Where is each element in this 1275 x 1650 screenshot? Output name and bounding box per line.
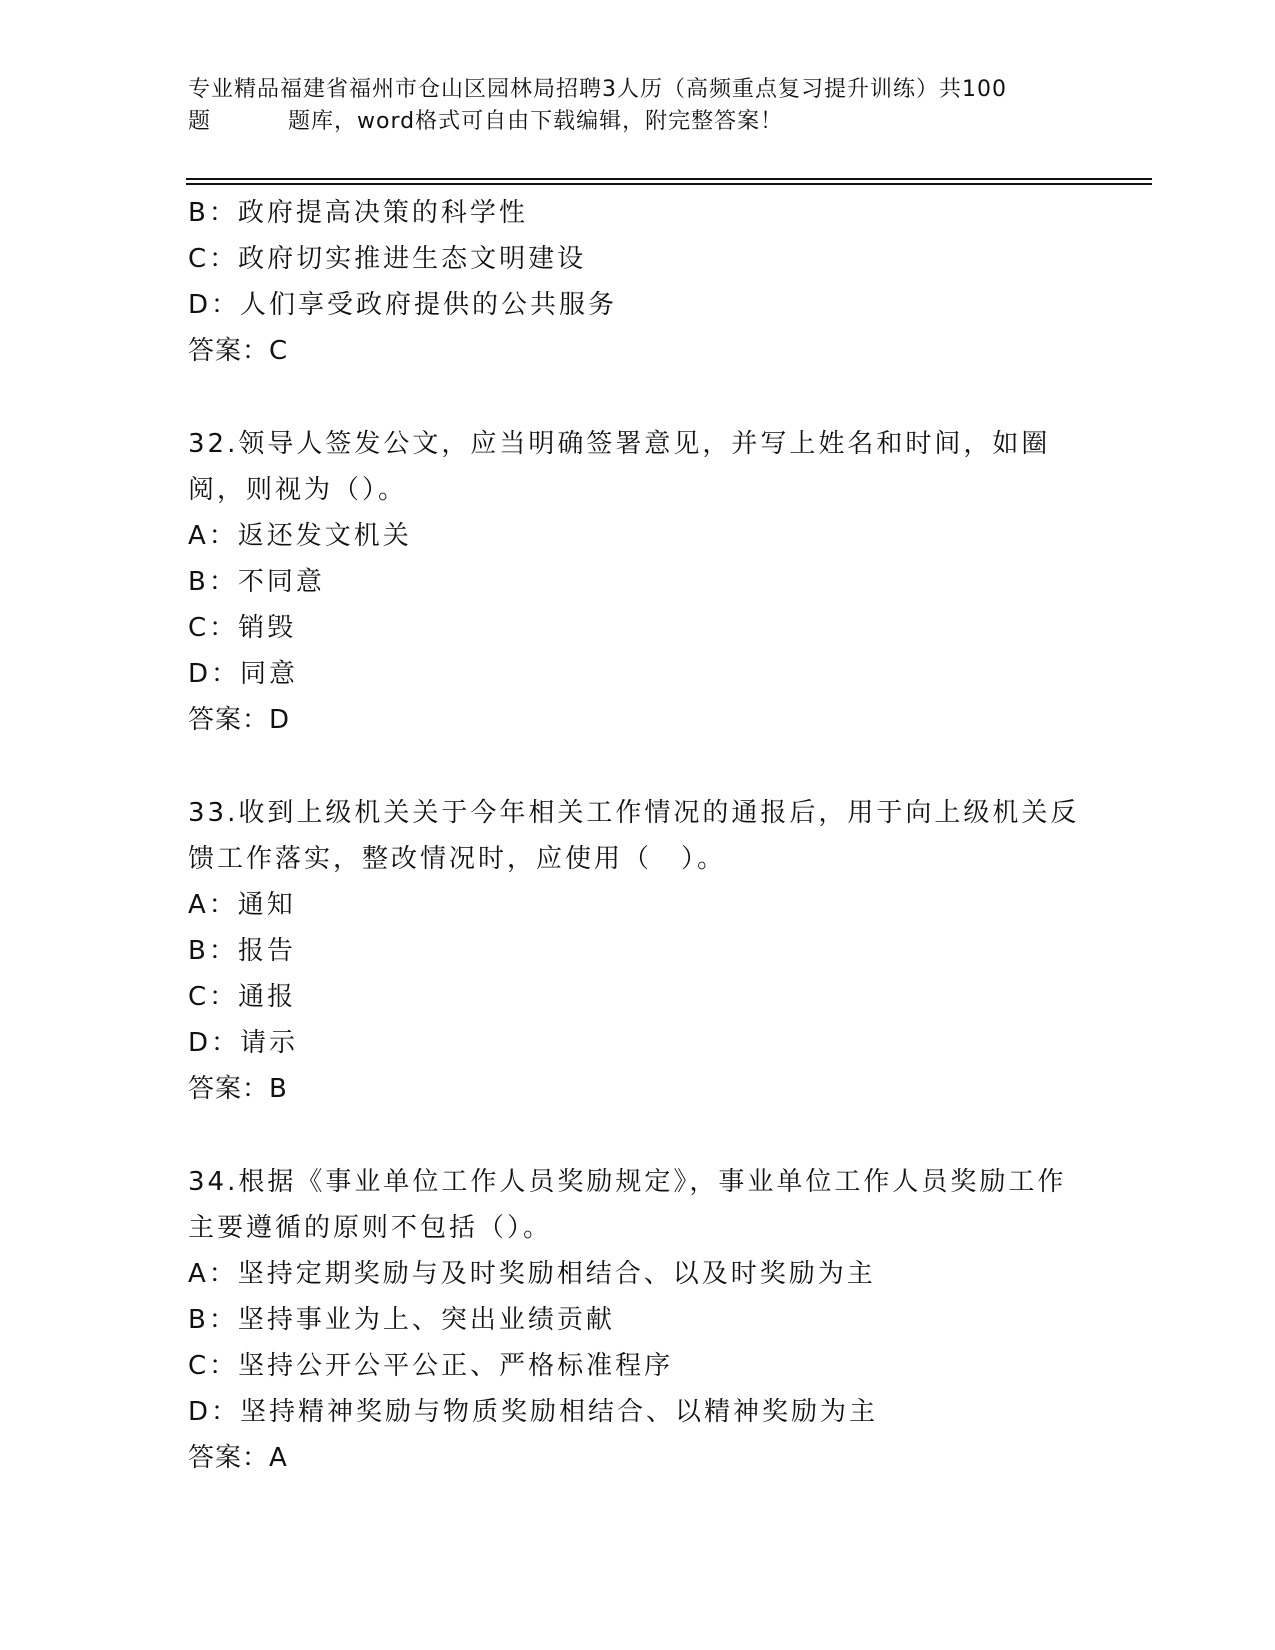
option-d: D：同意 (188, 659, 299, 689)
header-line-2 (188, 106, 1088, 138)
document-body (188, 190, 1088, 1481)
option-c: C：销毁 (188, 613, 297, 643)
option-b: B：政府提高决策的科学性 (188, 198, 528, 228)
document-header (188, 74, 1088, 138)
option-b: B：坚持事业为上、突出业绩贡献 (188, 1305, 615, 1335)
question-block-prev (188, 190, 1088, 374)
header-rule-top (186, 178, 1152, 180)
answer-line: 答案：A (188, 1443, 288, 1473)
option-d: D：人们享受政府提供的公共服务 (188, 290, 618, 320)
header-line-1: 专业精品福建省福州市仓山区园林局招聘3人历（高频重点复习提升训练）共100 (188, 77, 1007, 102)
option-a: A：返还发文机关 (188, 521, 412, 551)
answer-line: 答案：B (188, 1074, 288, 1104)
option-c: C：坚持公开公平公正、严格标准程序 (188, 1351, 674, 1381)
option-a: A：坚持定期奖励与及时奖励相结合、以及时奖励为主 (188, 1259, 876, 1289)
header-line-2-text: 题库，word格式可自由下载编辑，附完整答案！ (288, 109, 784, 134)
option-c: C：通报 (188, 982, 297, 1012)
answer-line: 答案：D (188, 705, 291, 735)
question-stem: 34.根据《事业单位工作人员奖励规定》，事业单位工作人员奖励工作主要遵循的原则不包括（）。 (188, 1167, 1067, 1243)
option-b: B：报告 (188, 936, 296, 966)
answer-line: 答案：C (188, 336, 289, 366)
option-d: D：坚持精神奖励与物质奖励相结合、以精神奖励为主 (188, 1397, 879, 1427)
question-block-32 (188, 421, 1088, 743)
question-stem: 32.领导人签发公文，应当明确签署意见，并写上姓名和时间，如圈阅，则视为（）。 (188, 429, 1051, 505)
option-a: A：通知 (188, 890, 296, 920)
option-c: C：政府切实推进生态文明建设 (188, 244, 587, 274)
header-rule-bottom (186, 183, 1152, 185)
option-b: B：不同意 (188, 567, 325, 597)
header-line-2-prefix: 题 (188, 109, 212, 134)
option-d: D：请示 (188, 1028, 299, 1058)
question-block-34 (188, 1159, 1088, 1481)
question-block-33 (188, 790, 1088, 1112)
question-stem: 33.收到上级机关关于今年相关工作情况的通报后，用于向上级机关反馈工作落实，整改情况时，应使用（ ）。 (188, 798, 1080, 874)
